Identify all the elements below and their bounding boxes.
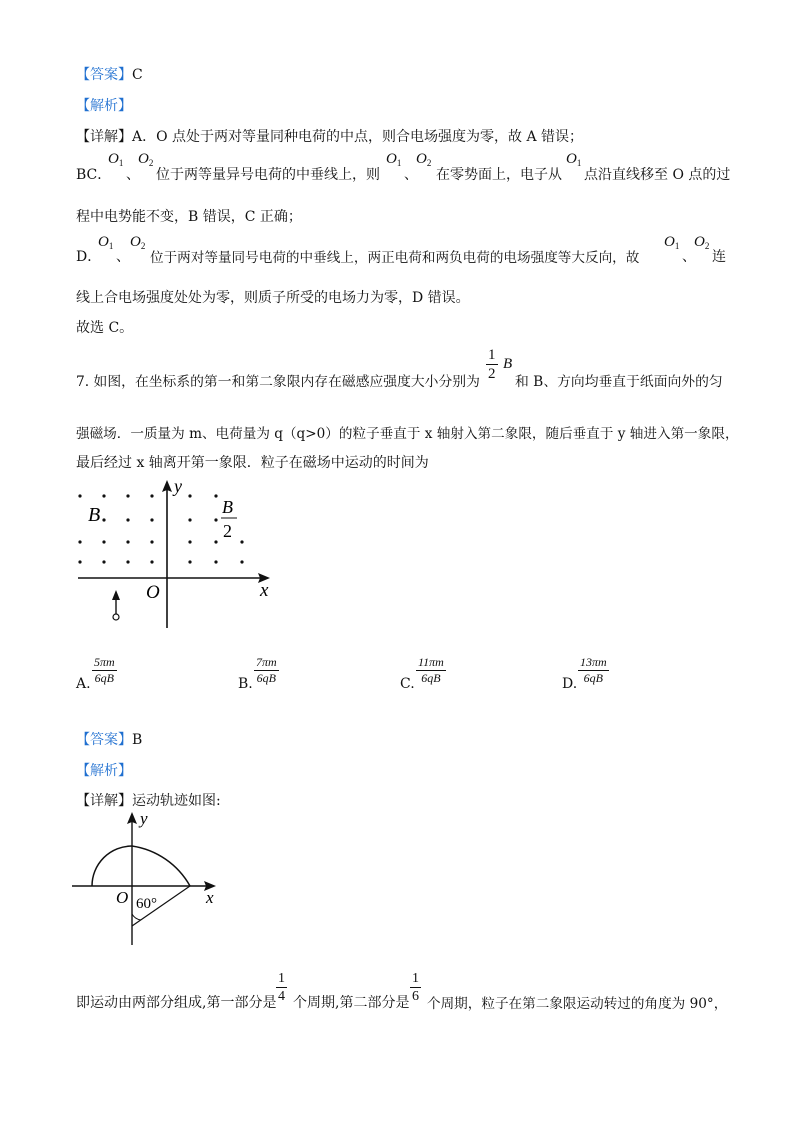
trajectory-figure	[66, 808, 226, 948]
symbol-o2: $O_2$	[416, 151, 432, 168]
symbol-o2: $O_2$	[130, 234, 146, 251]
field-dot	[188, 494, 191, 497]
particle-source	[113, 614, 119, 620]
field-dot	[240, 540, 243, 543]
field-dot	[126, 560, 129, 563]
bc-part2: 在零势面上，电子从	[436, 167, 562, 183]
symbol-o2: $O_2$	[694, 234, 710, 251]
arc-first-quadrant	[132, 846, 190, 886]
field-dot	[102, 518, 105, 521]
field-label-b2-num: B	[222, 497, 233, 517]
answer-tag: 【答案】	[76, 67, 132, 83]
origin-label: O	[116, 888, 129, 907]
field-dot	[78, 540, 81, 543]
d-part1: 位于两对等量同号电荷的中垂线上，两正电荷和两负电荷的电场强度等大反向，故	[150, 250, 640, 266]
separator: 、	[682, 249, 696, 265]
x-label: x	[260, 580, 269, 601]
q7-stem-line1: 7. 如图，在坐标系的第一和第二象限内存在磁感应强度大小分别为	[76, 374, 480, 390]
option-fraction: $\frac{5\pi m}{6qB}$	[94, 655, 115, 685]
answer-tag: 【答案】	[76, 732, 132, 748]
field-dot	[150, 518, 153, 521]
option-fraction: $\frac{11\pi m}{6qB}$	[418, 655, 444, 685]
angle-label: 60°	[136, 896, 157, 912]
option-letter: D.	[562, 676, 578, 692]
separator: 、	[126, 167, 140, 183]
symbol-o1: $O_1$	[98, 234, 114, 251]
fraction-sixth: $\frac{1}{6}$	[412, 971, 419, 1004]
magnetic-field-figure	[70, 476, 280, 636]
field-dot	[102, 560, 105, 563]
angle-arc	[132, 914, 141, 920]
q7-detail-line	[76, 790, 221, 810]
answer-value: C	[132, 67, 143, 83]
detail-text: 运动轨迹如图:	[132, 793, 221, 809]
d-continued: 线上合电场强度处处为零，则质子所受的电场力为零，D 错误。	[76, 290, 470, 306]
y-label: y	[174, 476, 182, 496]
option-fraction: $\frac{7\pi m}{6qB}$	[256, 655, 277, 685]
field-dot	[150, 560, 153, 563]
final-text-a: 即运动由两部分组成,第一部分是	[76, 995, 277, 1011]
answer-value: B	[132, 732, 143, 748]
field-dot	[214, 540, 217, 543]
field-dot	[214, 494, 217, 497]
option-letter: B.	[238, 676, 253, 692]
field-label-b: B	[88, 504, 101, 526]
field-label-b2-den: 2	[223, 521, 232, 541]
field-dot	[240, 560, 243, 563]
option-letter: A.	[76, 676, 91, 692]
analysis-tag: 【解析】	[76, 98, 132, 114]
symbol-o1: $O_1$	[108, 151, 124, 168]
q7-stem-line3: 最后经过 x 轴离开第一象限．粒子在磁场中运动的时间为	[76, 455, 429, 471]
fraction-quarter: $\frac{1}{4}$	[278, 971, 285, 1004]
y-label: y	[140, 809, 148, 828]
field-dot	[150, 540, 153, 543]
field-dot	[214, 560, 217, 563]
q6-line-a	[76, 126, 583, 146]
field-dot	[126, 518, 129, 521]
final-text-c: 个周期，粒子在第二象限运动转过的角度为 90°，	[427, 996, 728, 1012]
field-dot	[78, 494, 81, 497]
field-dot	[102, 540, 105, 543]
arc-second-quadrant	[92, 846, 132, 886]
q6-line-bc	[76, 164, 111, 184]
origin-label: O	[146, 582, 160, 603]
particle-arrow	[112, 590, 120, 600]
bc-part3: 点沿直线移至 O 点的过	[584, 167, 731, 183]
line-a-text: A．O 点处于两对等量同种电荷的中点，则合电场强度为零，故 A 错误；	[132, 129, 584, 145]
q7-stem-line1-end: 和 B、方向均垂直于纸面向外的匀	[515, 374, 723, 390]
symbol-o1: $O_1$	[664, 234, 680, 251]
bc-part1: 位于两等量异号电荷的中垂线上，则	[156, 167, 380, 183]
field-dot	[188, 540, 191, 543]
x-label: x	[206, 888, 214, 907]
field-dot	[188, 560, 191, 563]
fraction-half: $\frac{1}{2}$	[488, 347, 496, 382]
q7-answer-line	[76, 729, 142, 749]
d-prefix: D．	[76, 249, 102, 265]
symbol-o1: $O_1$	[566, 151, 582, 168]
analysis-tag: 【解析】	[76, 763, 132, 779]
field-dot	[188, 518, 191, 521]
final-text-b: 个周期,第二部分是	[293, 995, 410, 1011]
d-part2: 连	[712, 249, 726, 265]
field-dot	[126, 540, 129, 543]
q7-stem-line2: 强磁场．一质量为 m、电荷量为 q（q>0）的粒子垂直于 x 轴射入第二象限，随后垂直于 y 轴进入第一象限，	[76, 426, 739, 442]
separator: 、	[404, 167, 418, 183]
detail-tag: 【详解】	[76, 793, 132, 809]
q6-answer-line	[76, 64, 143, 84]
field-dot	[150, 494, 153, 497]
field-dot	[102, 494, 105, 497]
symbol-o2: $O_2$	[138, 151, 154, 168]
symbol-o1: $O_1$	[386, 151, 402, 168]
option-letter: C.	[400, 676, 415, 692]
separator: 、	[116, 249, 130, 265]
q6-conclusion: 故选 C。	[76, 320, 134, 336]
detail-tag: 【详解】	[76, 129, 132, 145]
field-dot	[126, 494, 129, 497]
bc-prefix: BC．	[76, 167, 112, 183]
field-dot	[78, 560, 81, 563]
field-dot	[214, 518, 217, 521]
field-dots-right	[188, 494, 243, 563]
variable-b: B	[503, 356, 513, 372]
option-fraction: $\frac{13\pi m}{6qB}$	[580, 655, 607, 685]
bc-continued: 程中电势能不变，B 错误，C 正确；	[76, 209, 302, 225]
